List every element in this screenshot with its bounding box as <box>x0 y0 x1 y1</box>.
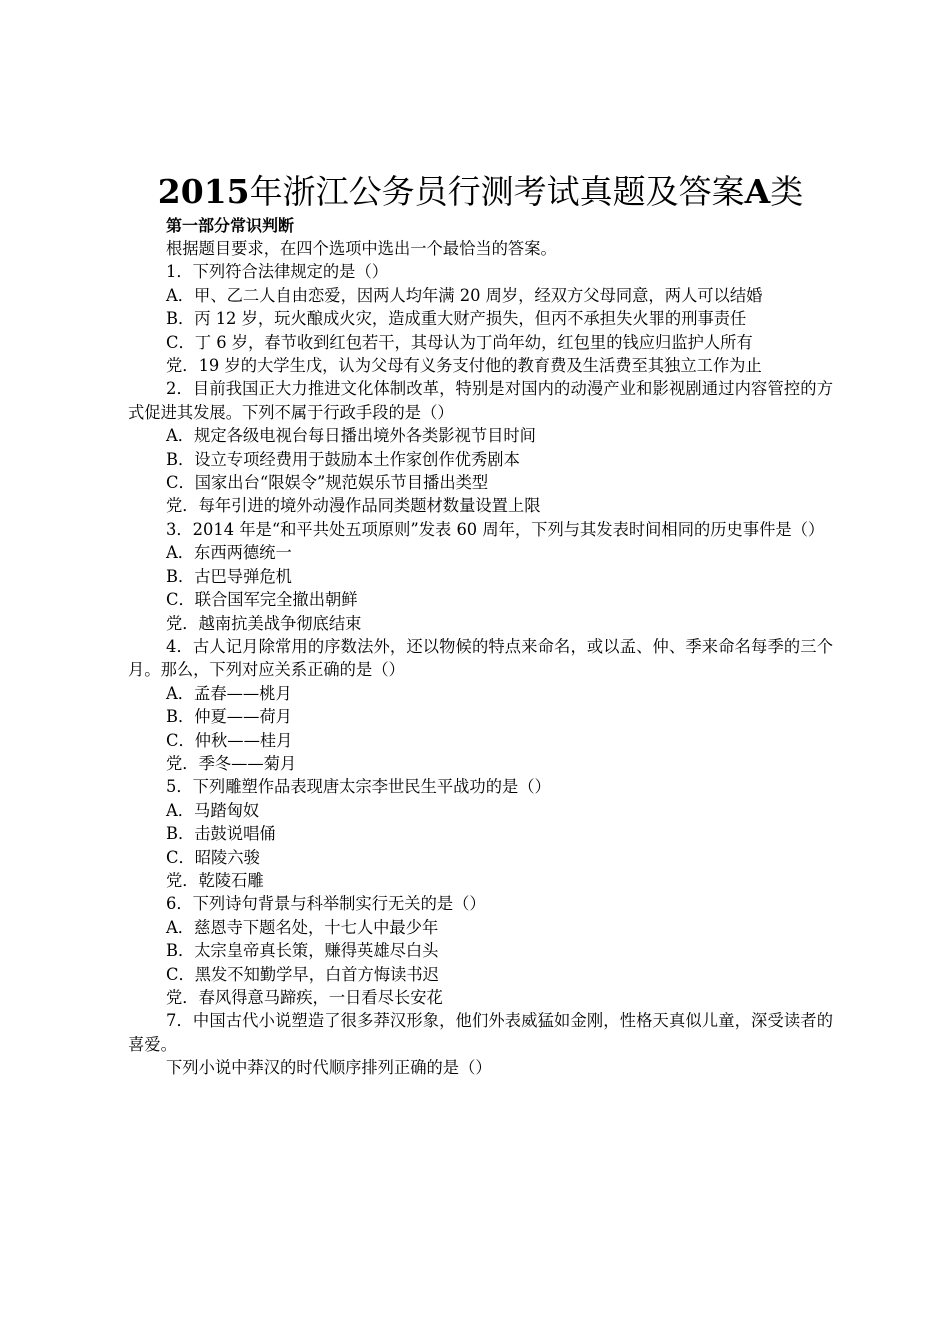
section-heading: 第一部分常识判断 <box>166 216 295 235</box>
question-3-stem: 3．2014 年是“和平共处五项原则”发表 60 周年，下列与其发表时间相同的历史事件是（） <box>166 519 825 539</box>
question-5-stem: 5．下列雕塑作品表现唐太宗李世民生平战功的是（） <box>166 777 551 797</box>
question-2-option-b: B．设立专项经费用于鼓励本土作家创作优秀剧本 <box>166 449 520 469</box>
instructions: 根据题目要求，在四个选项中选出一个最恰当的答案。 <box>166 239 557 258</box>
title-main: 年浙江公务员行测考试真题及答案 <box>249 172 745 211</box>
question-7-stem: 7．中国古代小说塑造了很多莽汉形象，他们外表威猛如金刚，性格天真似儿童，深受读者的喜爱。 <box>128 1011 833 1054</box>
question-3-option-a: A．东西两德统一 <box>166 543 292 563</box>
question-4-option-c: C．仲秋——桂月 <box>166 730 293 750</box>
question-4-stem: 4．古人记月除常用的序数法外，还以物候的特点来命名，或以孟、仲、季来命名每季的三个月。那么，下列对应关系正确的是（） <box>128 636 833 680</box>
question-1-stem: 1．下列符合法律规定的是（） <box>166 262 389 282</box>
question-2-stem: 2．目前我国正大力推进文化体制改革，特别是对国内的动漫产业和影视剧通过内容管控的方式促进其发展。下列不属于行政手段的是（） <box>128 379 833 422</box>
question-7-subquestion: 下列小说中莽汉的时代顺序排列正确的是（） <box>166 1058 492 1078</box>
question-1-option-c: C．丁 6 岁，春节收到红包若干，其母认为丁尚年幼，红包里的钱应归监护人所有 <box>166 332 753 352</box>
question-4-option-a: A．孟春——桃月 <box>166 683 292 703</box>
document-title <box>128 170 833 214</box>
title-year: 2015 <box>157 172 250 211</box>
question-6-option-b: B．太宗皇帝真长策，赚得英雄尽白头 <box>166 941 439 961</box>
question-1-option-b: B．丙 12 岁，玩火酿成火灾，造成重大财产损失，但丙不承担失火罪的刑事责任 <box>166 309 747 329</box>
question-2-option-a: A．规定各级电视台每日播出境外各类影视节目时间 <box>166 426 536 446</box>
title-suffix: 类 <box>770 172 804 211</box>
question-2-option-d: 党．每年引进的境外动漫作品同类题材数量设置上限 <box>166 496 541 516</box>
question-3-option-d: 党．越南抗美战争彻底结束 <box>166 613 362 633</box>
question-5-option-c: C．昭陵六骏 <box>166 847 260 867</box>
question-6-option-c: C．黑发不知勤学早，白首方悔读书迟 <box>166 964 439 984</box>
question-2-option-c: C．国家出台“限娱令”规范娱乐节目播出类型 <box>166 473 489 493</box>
title-category: A <box>744 172 771 211</box>
question-1-option-a: A．甲、乙二人自由恋爱，因两人均年满 20 周岁，经双方父母同意，两人可以结婚 <box>166 285 763 305</box>
question-4-option-b: B．仲夏——荷月 <box>166 707 292 727</box>
question-3-option-c: C．联合国军完全撤出朝鲜 <box>166 590 358 610</box>
document-page <box>128 170 833 1080</box>
question-6-option-d: 党．春风得意马蹄疾，一日看尽长安花 <box>166 988 443 1007</box>
question-6-stem: 6．下列诗句背景与科举制实行无关的是（） <box>166 894 486 914</box>
question-4-option-d: 党．季冬——菊月 <box>166 753 297 773</box>
question-6-option-a: A．慈恩寺下题名处，十七人中最少年 <box>166 917 439 937</box>
question-1-option-d: 党．19 岁的大学生戊，认为父母有义务支付他的教育费及生活费至其独立工作为止 <box>166 356 762 376</box>
question-5-option-b: B．击鼓说唱俑 <box>166 824 276 844</box>
question-3-option-b: B．古巴导弹危机 <box>166 566 292 586</box>
question-5-option-a: A．马踏匈奴 <box>166 800 260 820</box>
question-5-option-d: 党．乾陵石雕 <box>166 870 264 890</box>
